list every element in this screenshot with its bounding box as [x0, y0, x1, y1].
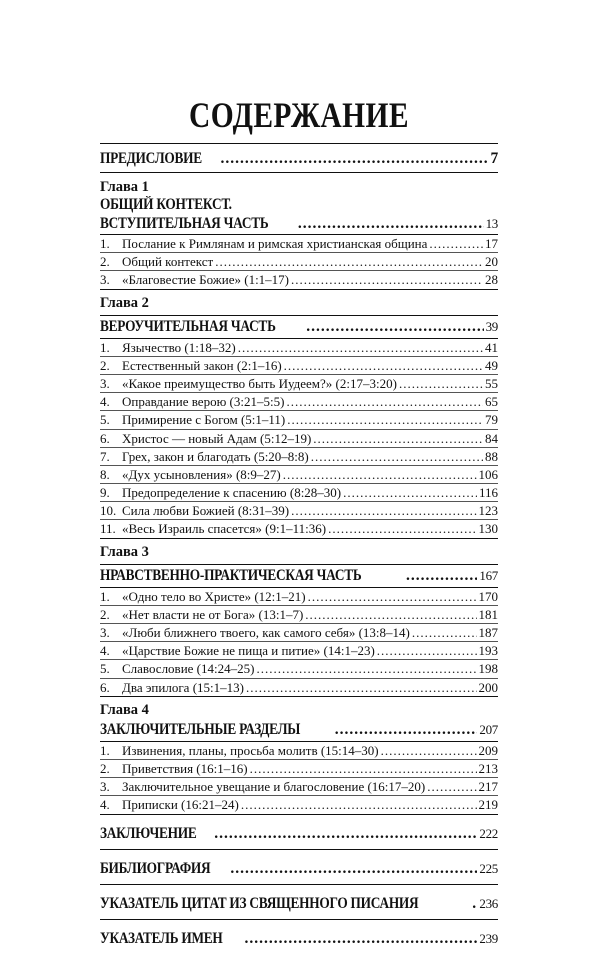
item-title: «Весь Израиль спасется» (9:1–11:36)	[122, 521, 327, 537]
page-number: 225	[479, 860, 498, 876]
item-number: 3.	[100, 625, 110, 640]
toc-entry-scripture-index[interactable]	[100, 885, 498, 920]
page-number: 222	[479, 825, 498, 841]
leader-dots	[284, 357, 483, 374]
page-number: 79	[485, 412, 498, 428]
toc-item[interactable]	[100, 624, 498, 642]
toc-item[interactable]	[100, 642, 498, 660]
item-title: Грех, закон и благодать (5:20–8:8)	[122, 448, 309, 464]
item-title: «Царствие Божие не пища и питие» (14:1–23)	[122, 643, 375, 659]
toc-item[interactable]	[100, 606, 498, 624]
toc-entry-chapter-3[interactable]	[100, 565, 498, 588]
chapter-heading: ЗАКЛЮЧИТЕЛЬНЫЕ РАЗДЕЛЫ	[100, 720, 301, 738]
item-number: 4.	[100, 394, 110, 410]
item-number: 11.	[100, 521, 116, 537]
page-number: 181	[478, 606, 498, 622]
item-title: Славословие (14:24–25)	[122, 661, 255, 677]
leader-dots	[377, 642, 477, 659]
chapter-label: Глава 1	[100, 179, 149, 195]
entry-label: ЗАКЛЮЧЕНИЕ	[100, 824, 197, 842]
toc-item[interactable]	[100, 235, 498, 253]
chapter-4-items	[100, 742, 498, 815]
item-number: 2.	[100, 606, 110, 622]
item-title: «Какое преимущество быть Иудеем?» (2:17–3:20)	[122, 375, 397, 391]
leader-dots	[287, 411, 483, 428]
item-title: Послание к Римлянам и римская христианская община	[122, 236, 428, 251]
page-number: 170	[478, 588, 498, 604]
item-number: 1.	[100, 236, 110, 251]
item-number: 4.	[100, 643, 110, 659]
page-number: 200	[478, 679, 498, 695]
item-title: «Нет власти не от Бога» (13:1–7)	[122, 606, 304, 622]
page-number: 123	[478, 503, 498, 519]
leader-dots	[230, 853, 477, 884]
item-title: «Дух усыновления» (8:9–27)	[122, 466, 281, 482]
page-number: 39	[485, 318, 498, 334]
item-number: 2.	[100, 254, 110, 270]
leader-dots	[238, 339, 483, 356]
page-number: 7	[490, 150, 498, 167]
entry-label: УКАЗАТЕЛЬ ЦИТАТ ИЗ СВЯЩЕННОГО ПИСАНИЯ	[100, 894, 419, 912]
item-number: 8.	[100, 466, 110, 482]
page-number: 116	[478, 485, 498, 501]
page-number: 236	[479, 895, 498, 911]
leader-dots	[306, 316, 483, 338]
chapter-heading-line1: ОБЩИЙ КОНТЕКСТ.	[100, 196, 232, 213]
leader-dots	[308, 588, 477, 605]
item-number: 1.	[100, 588, 110, 604]
toc-item[interactable]	[100, 448, 498, 466]
chapter-heading	[100, 196, 498, 214]
page-number: 187	[478, 625, 498, 640]
leader-dots	[256, 660, 476, 677]
leader-dots	[246, 679, 477, 696]
item-title: Примирение с Богом (5:1–11)	[122, 412, 286, 428]
entry-label: БИБЛИОГРАФИЯ	[100, 859, 211, 877]
page-number: 193	[478, 643, 498, 659]
item-title: Естественный закон (2:1–16)	[122, 357, 282, 373]
item-number: 5.	[100, 412, 110, 428]
leader-dots	[283, 466, 477, 483]
entry-label: ПРЕДИСЛОВИЕ	[100, 150, 202, 167]
page-number: 49	[485, 357, 498, 373]
page-number: 84	[485, 430, 498, 446]
item-number: 5.	[100, 661, 110, 677]
leader-dots	[286, 393, 483, 410]
item-title: Христос — новый Адам (5:12–19)	[122, 430, 312, 446]
item-number: 6.	[100, 679, 110, 695]
page-number: 167	[479, 567, 498, 583]
toc-entry-conclusion[interactable]	[100, 815, 498, 850]
toc-item[interactable]	[100, 466, 498, 484]
item-number: 3.	[100, 375, 110, 391]
toc-item[interactable]	[100, 742, 498, 760]
page-number: 28	[485, 272, 498, 288]
toc-item[interactable]	[100, 778, 498, 796]
leader-dots	[241, 796, 477, 813]
end-matter	[100, 815, 498, 954]
item-number: 6.	[100, 430, 110, 446]
chapter-heading: НРАВСТВЕННО-ПРАКТИЧЕСКАЯ ЧАСТЬ	[100, 566, 362, 584]
item-number: 7.	[100, 448, 110, 464]
page-number: 213	[478, 760, 498, 776]
chapter-1-items	[100, 235, 498, 290]
toc-entry-chapter-2[interactable]	[100, 316, 498, 339]
toc-entry-chapter-4[interactable]	[100, 719, 498, 742]
item-number: 2.	[100, 760, 110, 776]
item-number: 10.	[100, 503, 117, 519]
item-number: 3.	[100, 779, 110, 795]
leader-dots	[215, 253, 483, 270]
leader-dots	[220, 146, 488, 172]
table-of-contents	[100, 0, 498, 954]
toc-item[interactable]	[100, 660, 498, 678]
page-number: 239	[479, 930, 498, 946]
toc-item[interactable]	[100, 375, 498, 393]
item-title: Приветствия (16:1–16)	[122, 760, 248, 776]
chapter-2	[100, 295, 498, 539]
entry-label: УКАЗАТЕЛЬ ИМЕН	[100, 929, 223, 947]
page-number: 207	[479, 721, 498, 737]
toc-item[interactable]	[100, 502, 498, 520]
item-title: Два эпилога (15:1–13)	[122, 679, 244, 695]
toc-item[interactable]	[100, 357, 498, 375]
leader-dots	[427, 778, 476, 795]
item-title: Заключительное увещание и благословение (16:17–20)	[122, 779, 426, 795]
leader-dots	[343, 484, 477, 501]
toc-item[interactable]	[100, 679, 498, 697]
chapter-heading-line2: ВСТУПИТЕЛЬНАЯ ЧАСТЬ	[100, 215, 269, 232]
toc-entry-preface[interactable]	[100, 144, 498, 173]
page-number: 219	[478, 797, 498, 813]
page-number: 55	[485, 375, 498, 391]
leader-dots	[214, 818, 477, 849]
toc-item[interactable]	[100, 339, 498, 357]
item-number: 2.	[100, 357, 110, 373]
item-number: 3.	[100, 272, 110, 288]
item-title: Предопределение к спасению (8:28–30)	[122, 485, 342, 501]
leader-dots	[335, 719, 478, 741]
toc-item[interactable]	[100, 253, 498, 271]
leader-dots	[244, 923, 477, 954]
leader-dots	[406, 565, 477, 587]
page-title: СОДЕРЖАНИЕ	[188, 95, 410, 135]
leader-dots	[381, 742, 477, 759]
chapter-label: Глава 3	[100, 544, 498, 565]
toc-item[interactable]	[100, 796, 498, 814]
item-title: Приписки (16:21–24)	[122, 797, 239, 813]
toc-item[interactable]	[100, 393, 498, 411]
item-title: «Одно тело во Христе» (12:1–21)	[122, 588, 306, 604]
page-number: 106	[478, 466, 498, 482]
leader-dots	[429, 235, 483, 252]
toc-entry-chapter-1[interactable]	[100, 214, 498, 235]
toc-item[interactable]	[100, 271, 498, 289]
chapter-label: Глава 2	[100, 295, 498, 316]
leader-dots	[298, 214, 484, 234]
page-number: 130	[478, 521, 498, 537]
toc-entry-bibliography[interactable]	[100, 850, 498, 885]
leader-dots	[305, 606, 476, 623]
chapter-3	[100, 544, 498, 697]
chapter-2-items	[100, 339, 498, 539]
page-number: 209	[478, 742, 498, 758]
leader-dots	[313, 430, 483, 447]
item-number: 1.	[100, 742, 110, 758]
leader-dots	[291, 502, 476, 519]
chapter-3-items	[100, 588, 498, 697]
page-number: 17	[485, 236, 498, 251]
page-number: 13	[485, 216, 498, 231]
leader-dots	[328, 520, 476, 537]
chapter-1	[100, 179, 498, 290]
chapter-heading: ВЕРОУЧИТЕЛЬНАЯ ЧАСТЬ	[100, 317, 276, 335]
page-number: 198	[478, 661, 498, 677]
chapter-4	[100, 702, 498, 815]
item-title: «Люби ближнего твоего, как самого себя» (13:8–14)	[122, 625, 410, 640]
toc-item[interactable]	[100, 430, 498, 448]
toc-item[interactable]	[100, 588, 498, 606]
toc-item[interactable]	[100, 520, 498, 538]
item-title: «Благовестие Божие» (1:1–17)	[122, 272, 290, 288]
leader-dots	[412, 624, 477, 641]
chapter-label: Глава 4	[100, 701, 149, 718]
page-number: 41	[485, 339, 498, 355]
toc-item[interactable]	[100, 484, 498, 502]
item-number: 1.	[100, 339, 110, 355]
item-title: Оправдание верою (3:21–5:5)	[122, 394, 285, 410]
leader-dots	[311, 448, 483, 465]
page-number: 88	[485, 448, 498, 464]
toc-entry-name-index[interactable]	[100, 920, 498, 954]
leader-dots	[250, 760, 477, 777]
item-title: Язычество (1:18–32)	[122, 339, 236, 355]
leader-dots	[399, 375, 483, 392]
item-title: Общий контекст	[122, 254, 214, 270]
item-number: 9.	[100, 485, 110, 501]
item-number: 4.	[100, 797, 110, 813]
page-number: 20	[485, 254, 498, 270]
leader-dots	[291, 271, 483, 288]
item-title: Извинения, планы, просьба молитв (15:14–30)	[122, 742, 379, 758]
leader-dots	[472, 888, 477, 919]
toc-item[interactable]	[100, 760, 498, 778]
toc-item[interactable]	[100, 411, 498, 429]
page-number: 217	[478, 779, 498, 795]
page-number: 65	[485, 394, 498, 410]
item-title: Сила любви Божией (8:31–39)	[122, 503, 290, 519]
